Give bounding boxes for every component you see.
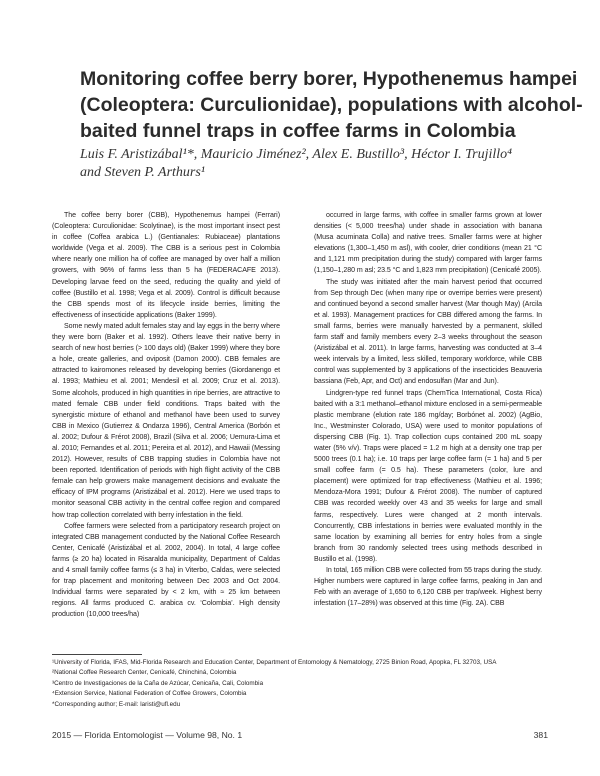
footnote: ¹University of Florida, IFAS, Mid-Florida Research and Education Center, Department of Entomology & Nematology, 2725 Binion Road, Apopka, FL 32703, USA bbox=[52, 659, 497, 666]
authors-line-2: and Steven P. Arthurs¹ bbox=[80, 165, 206, 180]
paragraph: Lindgren-type red funnel traps (ChemTica International, Costa Rica) baited with a 3:1 methanol–ethanol mixture enclosed in a semi-permeable plastic membrane (elution rate 186 mg/day; Borbónet al. 2002) (AgBio, Inc., Westminster Colorado, USA) were used to monitor populations of dispersing CBB (Fig. 1). Trap collection cups contained 200 mL soapy water (5% v/v). Traps were placed = 1.2 m high at a density one trap per 5000 trees (0.1 ha); i.e. 10 traps per large coffee farm (= 1 ha) and 5 per small coffee farm (= 0.5 ha). These parameters (color, lure and placement) were optimized for trap effectiveness (Mathieu et al. 1996; Mendoza-Mora 1991; Dufour & Frérot 2008). The number of captured CBB was recorded weekly over 43 and 35 weeks for large and small farms, respectively. Lures were changed at 2 month intervals. Concurrently, CBB infestations in berries were evaluated monthly in the same location by examining all berries for entry holes from a single branch from 30 randomly selected trees using methods described in Bustillo et al. (1998). bbox=[314, 389, 542, 563]
paragraph: Coffee farmers were selected from a participatory research project on integrated CBB management conducted by the National Coffee Research Center, Cenicafé (Aristizábal et al. 2002, 2004). In total, 4 large coffee farms (≥ 20 ha) located in Risaralda municipality, Department of Caldas and 4 small family coffee farms (≤ 3 ha) in Viterbo, Caldas, were selected for trap placement and monitoring between Dec 2003 and Oct 2004. Individual farms were separated by < 2 km, with ≈ 25 km between regions. All farms produced C. arabica cv. ‘Colombia’. High density production (10,000 trees/ha) bbox=[52, 522, 280, 619]
footnotes bbox=[52, 658, 552, 710]
footnote: ⁴Extension Service, National Federation of Coffee Growers, Colombia bbox=[52, 690, 247, 698]
left-text-column bbox=[52, 210, 280, 620]
paragraph: occurred in large farms, with coffee in smaller farms grown at lower densities (< 5,000 trees/ha) under shade in association with banana (Musa acuminata Colla) and native trees. Smaller farms were at higher elevations (1,300–1,450 m asl), with cooler, drier conditions (mean 21 °C and 1,121 mm precipitation during the study) compared with larger farms (1,150–1,280 m asl; 23.5 °C and 1,823 mm precipitation) (Cenicafé 2005). bbox=[314, 212, 542, 275]
title-line-2: (Coleoptera: Curculionidae), populations with alcohol- bbox=[80, 94, 583, 116]
journal-footer: 2015 — Florida Entomologist — Volume 98, No. 1 bbox=[52, 730, 243, 740]
footnote: ³Centro de Investigaciones de la Caña de Azúcar, Cenicaña, Cali, Colombia bbox=[52, 679, 264, 687]
paragraph: The study was initiated after the main harvest period that occurred from Sep through Dec (when many ripe or overripe berries were present) and continued beyond a second smaller harvest (Mar though May) (Arcila et al. 1993). Management practices for CBB differed among the farms. In small farms, berries were manually harvested by a permanent, skilled farm staff and family members every 2–3 weeks throughout the season (Aristizábal et al. 2011). In large farms, harvesting was conducted at 3–4 week intervals by a limited, less skilled, temporary workforce, while CBB control was supplemented by 3 applications of the insecticides Beauveria bassiana (Feb, Apr, and Oct) and endosulfan (Mar and Jun). bbox=[314, 278, 542, 386]
footnote: ²National Coffee Research Center, Cenicafé, Chinchiná, Colombia bbox=[52, 669, 237, 677]
page-number: 381 bbox=[533, 730, 548, 740]
title-line-3: baited funnel traps in coffee farms in Colombia bbox=[80, 120, 516, 142]
right-text-column bbox=[314, 210, 542, 609]
author-list bbox=[80, 146, 550, 182]
paragraph: In total, 165 million CBB were collected from 55 traps during the study. Higher numbers were captured in large coffee farms, peaking in Jan and Feb with an average of 1,650 to 6,120 CBB per trap/week. Highest berry infestation (17–28%) was observed at this time (Fig. 2A). CBB bbox=[314, 567, 542, 608]
authors-line-1: Luis F. Aristizábal¹*, Mauricio Jiménez², Alex E. Bustillo³, Héctor I. Trujillo⁴ bbox=[80, 147, 513, 162]
title-line-1: Monitoring coffee berry borer, Hypothenemus hampei bbox=[80, 68, 578, 90]
footnote-divider bbox=[52, 654, 142, 655]
footnote: *Corresponding author; E-mail: laristi@ufl.edu bbox=[52, 700, 181, 708]
article-title bbox=[80, 66, 583, 144]
paragraph: The coffee berry borer (CBB), Hypothenemus hampei (Ferrari) (Coleoptera: Curculionidae: Scolytinae), is the most important insect pest in coffee (Coffea arabica L.) (Gentianales: Rubiaceae) plantations worldwide (Vega et al. 2009). The CBB is a serious pest in Colombia where nearly one million ha of coffee are managed by over half a million growers, with 96% of farms less than 5 ha (FEDERACAFE 2013). Developing larvae feed on the seed, reducing the quality and yield of coffee (Bustillo et al. 1998; Vega et al. 2009). Control is difficult because the CBB spends most of its lifecycle inside berries, limiting the effectiveness of insecticide applications (Baker 1999). bbox=[52, 212, 280, 319]
paragraph: Some newly mated adult females stay and lay eggs in the berry where they were born (Baker et al. 1992). Others leave their native berry in search of new host berries (> 100 days old) (Baker 1999) where they bore a hole, create galleries, and oviposit (Damon 2000). CBB females are attracted to kairomones released by developing berries (Giordanengo et al. 1993; Mathieu et al. 2001; Mendesil et al. 2009; Cruz et al. 2013). Some alcohols, produced in high quantities in ripe berries, are attractive to mated female CBB under field conditions. Traps baited with the synergistic mixture of ethanol and methanol have been used to survey CBB in Mexico (Gutierrez & Ondarza 1996), Central America (Borbón et al. 2002; Dufour & Frérot 2008), Brazil (Silva et al. 2006; Uemura-Lima et al. 2010; Fernandes et al. 2011; Pereira et al. 2012), and Hawaii (Messing 2012). However, results of CBB trapping studies in Colombia have not been reported. Identification of periods with high flight activity of the CBB female can help growers make management decisions and evaluate the efficacy of IPM programs (Aristizábal et al. 2012). Here we used traps to monitor seasonal CBB activity in the central coffee region and compared how trap collection correlated with berry infestation in the field. bbox=[52, 322, 280, 519]
